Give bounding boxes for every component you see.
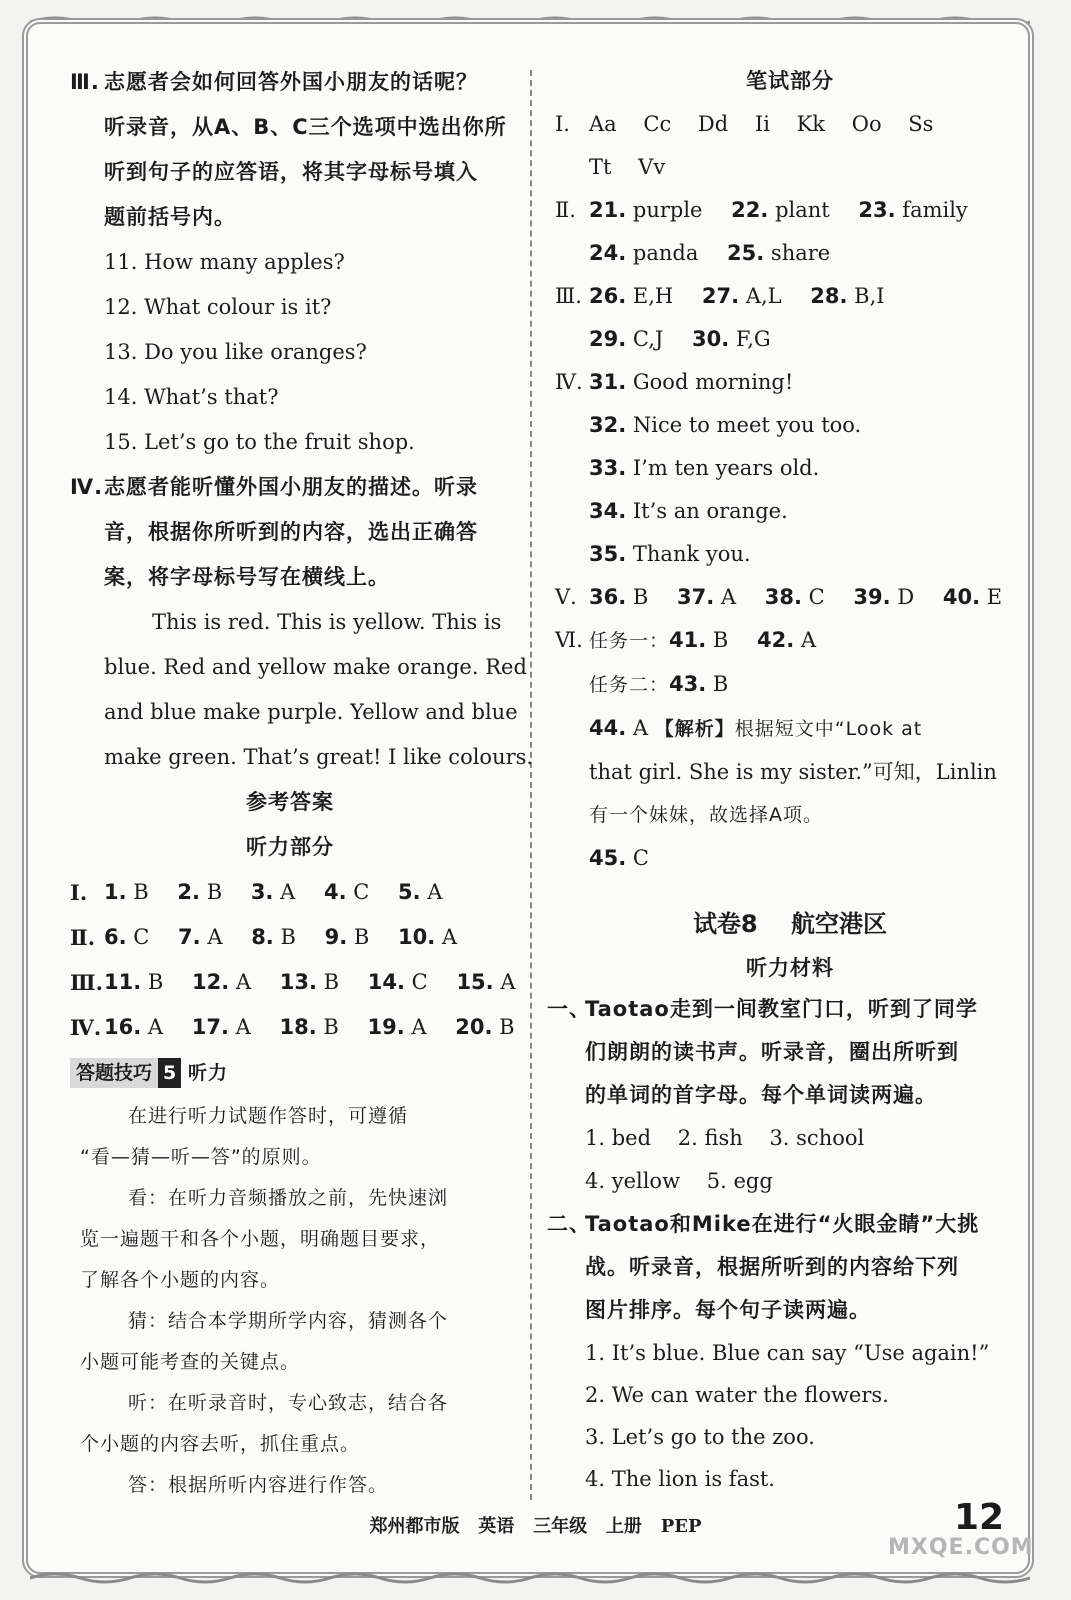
answer-row: Ⅱ. 6. C 7. A 8. B 9. B 10. A (70, 925, 458, 950)
section-3-heading: Ⅲ. 志愿者会如何回答外国小朋友的话呢？ (70, 70, 478, 94)
tips-body: 在进行听力试题作答时，可遵循 “看—猜—听—答”的原则。 看：在听力音频播放之前，先快速浏 览一遍题干和各个小题，明确题目要求， 了解各个小题的内容。 猜：结合本学期所学内容，猜测各个 小题可能考查的关键点。 听：在听录音时，专心致志，结合各 个小题的内容去听，抓住重点。 答：根据所听内容进行作答。 (80, 1105, 449, 1496)
q45-line: 45. C (589, 846, 649, 870)
written-row-6: Ⅵ. 任务一：41. B 42. A (555, 628, 817, 652)
answer-line: 35. Thank you. (589, 542, 751, 566)
written-row-3: Ⅲ. 26. E,H 27. A,L 28. B,I (555, 284, 885, 308)
part-1-instruction: 们朗朗的读书声。听录音，圈出所听到 (585, 1040, 959, 1064)
q44-explanation: 有一个妹妹，故选择A项。 (589, 804, 823, 826)
question-item: 12. What colour is it? (104, 295, 332, 319)
written-row-3-cont: 29. C,J 30. F,G (589, 327, 771, 351)
tips-topic: 听力 (187, 1062, 228, 1084)
listening-material-title: 听力材料 (746, 956, 834, 980)
question-item: 13. Do you like oranges? (104, 340, 367, 364)
answer-line: 34. It’s an orange. (589, 499, 788, 523)
sentence-item: 1. It’s blue. Blue can say “Use again!” (585, 1341, 990, 1365)
written-part-title: 笔试部分 (746, 69, 834, 93)
q44-line: 44. A 【解析】根据短文中“Look at (589, 716, 923, 740)
question-item: 14. What’s that? (104, 385, 279, 409)
tips-heading (70, 1050, 510, 1096)
column-divider (530, 70, 532, 1500)
part-2-instruction: 图片排序。每个句子读两遍。 (585, 1298, 871, 1322)
watermark: MXQE.COM (888, 1535, 1034, 1560)
left-column (70, 60, 534, 1506)
sentence-item: 3. Let’s go to the zoo. (585, 1425, 815, 1449)
written-row-4: Ⅳ. 31. Good morning! (555, 370, 794, 394)
word-list: 4. yellow 5. egg (585, 1169, 773, 1193)
passage-line: make green. That’s great! I like colours. (104, 745, 534, 769)
passage-line: and blue make purple. Yellow and blue (104, 700, 518, 724)
section-3-instruction: 听录音，从A、B、C三个选项中选出你所 (104, 115, 507, 139)
part-1-instruction: 的单词的首字母。每个单词读两遍。 (585, 1083, 937, 1107)
passage-line: This is red. This is yellow. This is (152, 610, 502, 634)
tips-badge: 答题技巧 (70, 1058, 158, 1088)
written-row-5: Ⅴ. 36. B 37. A 38. C 39. D 40. E (555, 585, 1003, 609)
section-4-instruction: 音，根据你所听到的内容，选出正确答 (104, 520, 478, 544)
part-1-heading: 一、 Taotao走到一间教室门口，听到了同学 (547, 997, 978, 1021)
part-2-instruction: 战。听录音，根据所听到的内容给下列 (585, 1255, 959, 1279)
paper-8-title: 试卷8 航空港区 (692, 910, 888, 938)
answer-row: Ⅳ. 16. A 17. A 18. B 19. A 20. B (70, 1015, 515, 1040)
section-4-heading: Ⅳ. 志愿者能听懂外国小朋友的描述。听录 (70, 475, 478, 499)
section-4-instruction: 案，将字母标号写在横线上。 (104, 565, 390, 589)
listening-answers (70, 870, 516, 1050)
question-item: 11. How many apples? (104, 250, 345, 274)
wavy-border-bottom (30, 1570, 1030, 1586)
written-row-2-cont: 24. panda 25. share (589, 241, 831, 265)
answer-line: 33. I’m ten years old. (589, 456, 820, 480)
page-footer: 郑州都市版 英语 三年级 上册 PEP (369, 1516, 702, 1537)
answer-row: Ⅰ. 1. B 2. B 3. A 4. C 5. A (70, 880, 443, 905)
section-3-instruction: 题前括号内。 (104, 205, 236, 229)
listening-part-title: 听力部分 (246, 835, 334, 859)
answer-line: 32. Nice to meet you too. (589, 413, 862, 437)
answers-title: 参考答案 (246, 790, 334, 814)
part-2-heading: 二、 Taotao和Mike在进行“火眼金睛”大挑 (547, 1212, 980, 1236)
section-3-instruction: 听到句子的应答语，将其字母标号填入 (104, 160, 478, 184)
written-row-2: Ⅱ. 21. purple 22. plant 23. family (555, 198, 968, 222)
sentence-item: 4. The lion is fast. (585, 1467, 775, 1491)
answer-row: Ⅲ. 11. B 12. A 13. B 14. C 15. A (70, 970, 516, 995)
page-number: 12 (954, 1497, 1005, 1538)
q44-explanation: that girl. She is my sister.”可知，Linlin (589, 760, 997, 784)
written-row-1: Ⅰ. Aa Cc Dd Ii Kk Oo Ss (555, 112, 934, 136)
sentence-item: 2. We can water the flowers. (585, 1383, 889, 1407)
right-column (547, 60, 1025, 1500)
word-list: 1. bed 2. fish 3. school (585, 1126, 865, 1150)
question-item: 15. Let’s go to the fruit shop. (104, 430, 415, 454)
tips-number: 5 (158, 1058, 181, 1088)
written-row-1-cont: Tt Vv (589, 155, 666, 179)
passage-line: blue. Red and yellow make orange. Red (104, 655, 527, 679)
task-2-line: 任务二：43. B (589, 672, 729, 696)
